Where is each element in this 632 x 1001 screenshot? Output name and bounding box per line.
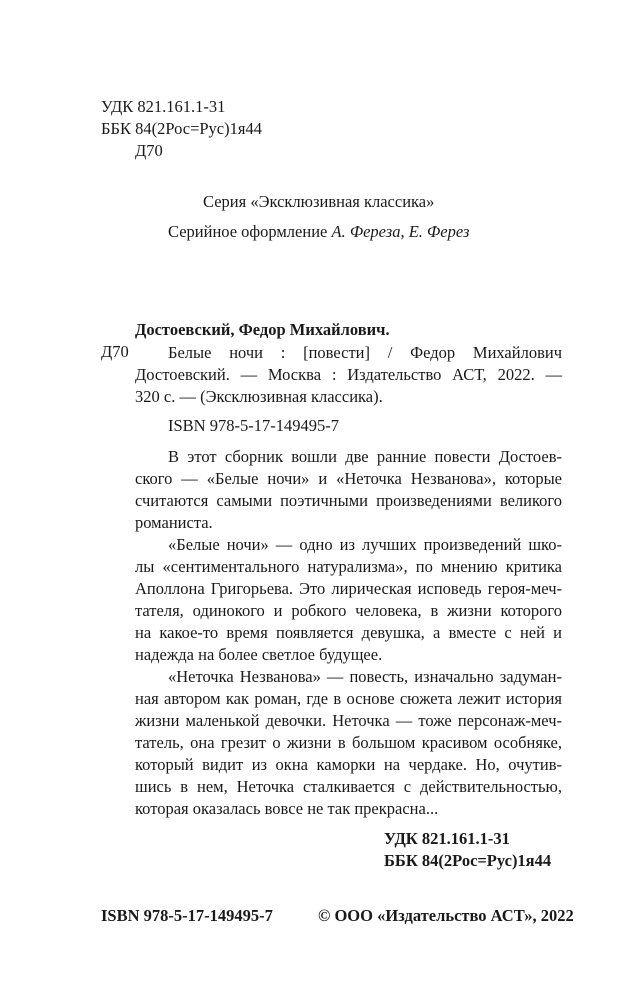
series-line: Серия «Эксклюзивная классика» — [203, 192, 435, 211]
bib-author-mark: Д70 — [101, 342, 129, 361]
annotation-line: тателя, одинокого и робкого человека, в жизни которого — [135, 601, 562, 620]
annotation-line: на какое-то время появляется девушка, а вместе с ней и — [135, 623, 562, 642]
author-heading: Достоевский, Федор Михайлович. — [135, 320, 390, 339]
bib-line: 320 с. — (Эксклюзивная классика). — [135, 387, 383, 406]
author-mark: Д70 — [135, 141, 163, 160]
footer-isbn: ISBN 978-5-17-149495-7 — [101, 906, 273, 925]
series-design — [168, 222, 469, 242]
bbk-code-repeat: ББК 84(2Рос=Рус)1я44 — [384, 851, 552, 870]
annotation-line: «Неточка Незванова» — повесть, изначально задуман- — [168, 667, 562, 686]
annotation-line: который видит из окна каморки на чердаке. Но, очутив- — [135, 755, 562, 774]
annotation-line: В этот сборник вошли две ранние повести Достоев- — [168, 447, 562, 466]
annotation-line: татель, она грезит о жизни в большом красивом особняке, — [135, 733, 562, 752]
annotation-line: считаются самыми поэтичными произведениями великого — [135, 491, 562, 510]
annotation-line: Аполлона Григорьева. Это лирическая исповедь героя-меч- — [135, 579, 562, 598]
annotation-line: «Белые ночи» — одно из лучших произведений шко- — [168, 535, 562, 554]
bbk-code: ББК 84(2Рос=Рус)1я44 — [101, 119, 262, 138]
annotation-line: которая оказалась вовсе не так прекрасна... — [135, 799, 439, 818]
annotation-line: шись в нем, Неточка сталкивается с действительностью, — [135, 777, 562, 796]
udk-code-repeat: УДК 821.161.1-31 — [384, 829, 510, 848]
bib-line: Достоевский. — Москва : Издательство АСТ, 2022. — — [135, 365, 562, 384]
annotation-line: ная автором как роман, где в основе сюжета лежит история — [135, 689, 562, 708]
bib-line: Белые ночи : [повести] / Федор Михайлович — [168, 343, 562, 362]
bib-isbn: ISBN 978-5-17-149495-7 — [168, 416, 339, 435]
udk-code: УДК 821.161.1-31 — [101, 97, 226, 116]
annotation-line: жизни маленькой девочки. Неточка — тоже персонаж-меч- — [135, 711, 562, 730]
annotation-line: ского — «Белые ночи» и «Неточка Незванова», которые — [135, 469, 562, 488]
annotation-line: лы «сентиментального натурализма», по мнению критика — [135, 557, 562, 576]
annotation-line: надежда на более светлое будущее. — [135, 645, 383, 664]
series-design-names: А. Фереза, Е. Ферез — [331, 222, 470, 241]
series-design-label: Серийное оформление — [168, 222, 328, 241]
annotation-line: романиста. — [135, 513, 213, 532]
footer-copyright: © ООО «Издательство АСТ», 2022 — [318, 906, 574, 925]
